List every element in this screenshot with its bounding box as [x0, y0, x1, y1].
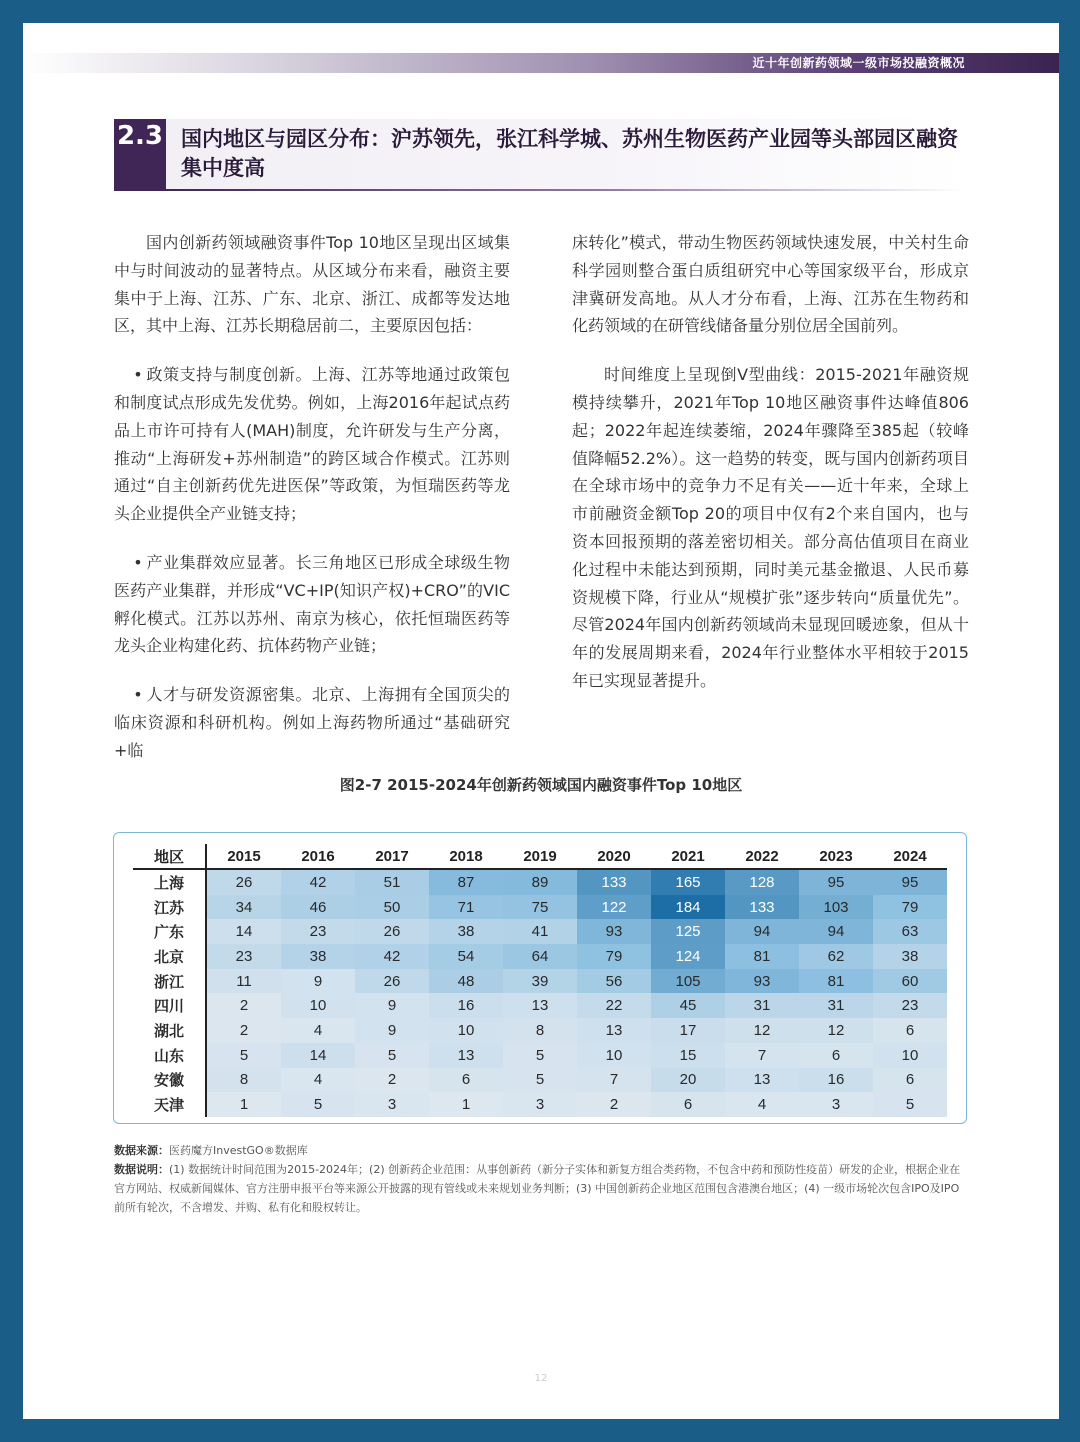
- heat-cell: 12: [799, 1018, 873, 1043]
- heat-cell: 39: [503, 969, 577, 994]
- source-label: 数据来源：: [114, 1144, 169, 1157]
- heat-cell: 42: [281, 869, 355, 895]
- heat-cell: 34: [206, 895, 281, 920]
- table-row: [133, 944, 947, 969]
- year-header: 2018: [449, 847, 483, 865]
- report-page: [23, 23, 1059, 1419]
- region-label: 四川: [133, 993, 206, 1018]
- heat-cell: 6: [429, 1068, 503, 1093]
- table-body: [133, 869, 947, 1117]
- table-row: [133, 1043, 947, 1068]
- heat-cell: 20: [651, 1068, 725, 1093]
- heat-cell: 17: [651, 1018, 725, 1043]
- heat-cell: 9: [355, 1018, 429, 1043]
- figure-title: 图2-7 2015-2024年创新药领域国内融资事件Top 10地区: [339, 776, 743, 794]
- table-row: [133, 919, 947, 944]
- heat-cell: 105: [651, 969, 725, 994]
- bullet-policy-text: 政策支持与制度创新。上海、江苏等地通过政策包和制度试点形成先发优势。例如，上海2016年起试点药品上市许可持有人(MAH)制度，允许研发与生产分离，推动“上海研发+苏州制造”的跨区域合作模式。江苏则通过“自主创新药优先进医保”等政策，为恒瑞医药等龙头企业提供全产业链支持；: [114, 365, 510, 524]
- source-note: [114, 1141, 964, 1160]
- heat-cell: 7: [577, 1068, 651, 1093]
- heat-cell: 5: [503, 1068, 577, 1093]
- table-row: [133, 1068, 947, 1093]
- heat-cell: 51: [355, 869, 429, 895]
- heat-cell: 3: [799, 1092, 873, 1117]
- heat-cell: 31: [799, 993, 873, 1018]
- bullet-policy: [114, 361, 510, 528]
- heat-cell: 95: [873, 869, 947, 895]
- heat-cell: 13: [577, 1018, 651, 1043]
- heat-cell: 79: [873, 895, 947, 920]
- region-label: 广东: [133, 919, 206, 944]
- heat-cell: 6: [873, 1018, 947, 1043]
- heat-cell: 26: [206, 869, 281, 895]
- heat-cell: 56: [577, 969, 651, 994]
- table-row: [133, 1092, 947, 1117]
- heat-cell: 2: [577, 1092, 651, 1117]
- heat-cell: 1: [429, 1092, 503, 1117]
- heat-cell: 23: [873, 993, 947, 1018]
- heat-cell: 10: [873, 1043, 947, 1068]
- section-number: 2.3: [114, 119, 166, 191]
- region-label: 江苏: [133, 895, 206, 920]
- year-header: 2020: [597, 847, 631, 865]
- heat-cell: 93: [725, 969, 799, 994]
- intro-paragraph: 国内创新药领域融资事件Top 10地区呈现出区域集中与时间波动的显著特点。从区域分布来看，融资主要集中于上海、江苏、广东、北京、浙江、成都等发达地区，其中上海、江苏长期稳居前二，主要原因包括：: [114, 233, 510, 336]
- heat-cell: 93: [577, 919, 651, 944]
- year-header: 2024: [893, 847, 927, 865]
- year-header: 2017: [375, 847, 409, 865]
- heat-cell: 16: [429, 993, 503, 1018]
- heat-cell: 6: [651, 1092, 725, 1117]
- heat-cell: 16: [799, 1068, 873, 1093]
- heat-cell: 23: [206, 944, 281, 969]
- heat-cell: 26: [355, 969, 429, 994]
- source-text: 医药魔方InvestGO®数据库: [169, 1144, 308, 1157]
- bullet-talent-text: 人才与研发资源密集。北京、上海拥有全国顶尖的临床资源和科研机构。例如上海药物所通过“基础研究+临: [114, 685, 510, 760]
- heat-cell: 45: [651, 993, 725, 1018]
- heat-cell: 14: [281, 1043, 355, 1068]
- heat-cell: 122: [577, 895, 651, 920]
- year-header: 2023: [819, 847, 853, 865]
- year-header: 2015: [227, 847, 261, 865]
- heatmap-table: [133, 844, 947, 1117]
- heat-cell: 1: [206, 1092, 281, 1117]
- heat-cell: 5: [281, 1092, 355, 1117]
- heat-cell: 41: [503, 919, 577, 944]
- heat-cell: 11: [206, 969, 281, 994]
- description-label: 数据说明：: [114, 1163, 169, 1176]
- heat-cell: 87: [429, 869, 503, 895]
- table-row: [133, 869, 947, 895]
- heat-cell: 38: [429, 919, 503, 944]
- heat-cell: 4: [725, 1092, 799, 1117]
- heat-cell: 5: [503, 1043, 577, 1068]
- heat-cell: 62: [799, 944, 873, 969]
- heat-cell: 5: [873, 1092, 947, 1117]
- table-row: [133, 993, 947, 1018]
- region-label: 北京: [133, 944, 206, 969]
- region-column-header: 地区: [133, 844, 206, 869]
- right-text-column: [572, 229, 969, 695]
- region-label: 天津: [133, 1092, 206, 1117]
- heat-cell: 9: [355, 993, 429, 1018]
- region-label: 湖北: [133, 1018, 206, 1043]
- heat-cell: 133: [725, 895, 799, 920]
- heatmap-table-frame: [113, 832, 967, 1124]
- heat-cell: 26: [355, 919, 429, 944]
- heat-cell: 184: [651, 895, 725, 920]
- heat-cell: 5: [355, 1043, 429, 1068]
- heat-cell: 64: [503, 944, 577, 969]
- table-row: [133, 895, 947, 920]
- heat-cell: 95: [799, 869, 873, 895]
- region-label: 上海: [133, 869, 206, 895]
- heat-cell: 12: [725, 1018, 799, 1043]
- heat-cell: 15: [651, 1043, 725, 1068]
- heat-cell: 81: [799, 969, 873, 994]
- heat-cell: 8: [206, 1068, 281, 1093]
- heat-cell: 5: [206, 1043, 281, 1068]
- year-header: 2022: [745, 847, 779, 865]
- heat-cell: 6: [799, 1043, 873, 1068]
- year-header: 2019: [523, 847, 557, 865]
- heat-cell: 81: [725, 944, 799, 969]
- bullet-talent: [114, 681, 510, 764]
- year-header: 2021: [671, 847, 705, 865]
- left-text-column: [114, 229, 510, 765]
- section-title: 国内地区与园区分布：沪苏领先，张江科学城、苏州生物医药产业园等头部园区融资集中度高: [181, 127, 958, 180]
- heat-cell: 13: [503, 993, 577, 1018]
- heat-cell: 60: [873, 969, 947, 994]
- year-header: 2016: [301, 847, 335, 865]
- heat-cell: 2: [206, 1018, 281, 1043]
- continued-paragraph: 床转化”模式，带动生物医药领域快速发展，中关村生命科学园则整合蛋白质组研究中心等国家级平台，形成京津冀研发高地。从人才分布看，上海、江苏在生物药和化药领域的在研管线储备量分别位居全国前列。: [572, 233, 969, 336]
- heat-cell: 3: [355, 1092, 429, 1117]
- region-label: 山东: [133, 1043, 206, 1068]
- heat-cell: 125: [651, 919, 725, 944]
- heat-cell: 31: [725, 993, 799, 1018]
- heat-cell: 38: [281, 944, 355, 969]
- heat-cell: 79: [577, 944, 651, 969]
- heat-cell: 48: [429, 969, 503, 994]
- heat-cell: 63: [873, 919, 947, 944]
- heat-cell: 94: [799, 919, 873, 944]
- description-text: (1) 数据统计时间范围为2015-2024年；(2) 创新药企业范围：从事创新药（新分子实体和新复方组合类药物，不包含中药和预防性疫苗）研发的企业，根据企业在官方网站、权威新闻媒体、官方注册申报平台等来源公开披露的现有管线或未来规划业务判断；(3) 中国创新药企业地区范围包含港澳台地区；(4) 一级市场轮次包含IPO及IPO前所有轮次，不含增发、并购、私有化和股权转让。: [114, 1163, 961, 1214]
- heat-cell: 10: [281, 993, 355, 1018]
- heat-cell: 4: [281, 1018, 355, 1043]
- heat-cell: 89: [503, 869, 577, 895]
- bullet-cluster-text: 产业集群效应显著。长三角地区已形成全球级生物医药产业集群，并形成“VC+IP(知识产权)+CRO”的VIC孵化模式。江苏以苏州、南京为核心，依托恒瑞医药等龙头企业构建化药、抗体药物产业链；: [114, 552, 510, 656]
- heat-cell: 9: [281, 969, 355, 994]
- heat-cell: 14: [206, 919, 281, 944]
- description-note: [114, 1160, 964, 1217]
- heat-cell: 13: [725, 1068, 799, 1093]
- heat-cell: 42: [355, 944, 429, 969]
- table-header-row: [133, 844, 947, 869]
- heat-cell: 2: [206, 993, 281, 1018]
- heat-cell: 4: [281, 1068, 355, 1093]
- region-label: 浙江: [133, 969, 206, 994]
- heat-cell: 103: [799, 895, 873, 920]
- region-label: 安徽: [133, 1068, 206, 1093]
- heat-cell: 124: [651, 944, 725, 969]
- running-header-title: 近十年创新药领域一级市场投融资概况: [752, 56, 965, 70]
- heat-cell: 23: [281, 919, 355, 944]
- heat-cell: 128: [725, 869, 799, 895]
- table-row: [133, 1018, 947, 1043]
- heat-cell: 46: [281, 895, 355, 920]
- bullet-cluster: [114, 549, 510, 660]
- heat-cell: 7: [725, 1043, 799, 1068]
- heat-cell: 13: [429, 1043, 503, 1068]
- heat-cell: 8: [503, 1018, 577, 1043]
- trend-paragraph: 时间维度上呈现倒V型曲线：2015-2021年融资规模持续攀升，2021年Top 10地区融资事件达峰值806起；2022年起连续萎缩，2024年骤降至385起（较峰值降幅52.2%）。这一趋势的转变，既与国内创新药项目在全球市场中的竞争力不足有关——近十年来，全球上市前融资金额Top 20的项目中仅有2个来自国内，也与资本回报预期的落差密切相关。部分高估值项目在商业化过程中未能达到预期，同时美元基金撤退、人民币募资规模下降，行业从“规模扩张”逐步转向“质量优先”。尽管2024年国内创新药领域尚未显现回暖迹象，但从十年的发展周期来看，2024年行业整体水平相较于2015年已实现显著提升。: [572, 365, 969, 690]
- heat-cell: 54: [429, 944, 503, 969]
- heat-cell: 50: [355, 895, 429, 920]
- table-row: [133, 969, 947, 994]
- heat-cell: 75: [503, 895, 577, 920]
- heat-cell: 10: [429, 1018, 503, 1043]
- page-number: 12: [534, 1373, 548, 1384]
- heat-cell: 133: [577, 869, 651, 895]
- heat-cell: 2: [355, 1068, 429, 1093]
- heat-cell: 71: [429, 895, 503, 920]
- figure-notes: [114, 1141, 964, 1217]
- heat-cell: 10: [577, 1043, 651, 1068]
- heat-cell: 94: [725, 919, 799, 944]
- heat-cell: 165: [651, 869, 725, 895]
- heat-cell: 38: [873, 944, 947, 969]
- heat-cell: 22: [577, 993, 651, 1018]
- section-title-bar: [166, 119, 966, 191]
- heat-cell: 6: [873, 1068, 947, 1093]
- heat-cell: 3: [503, 1092, 577, 1117]
